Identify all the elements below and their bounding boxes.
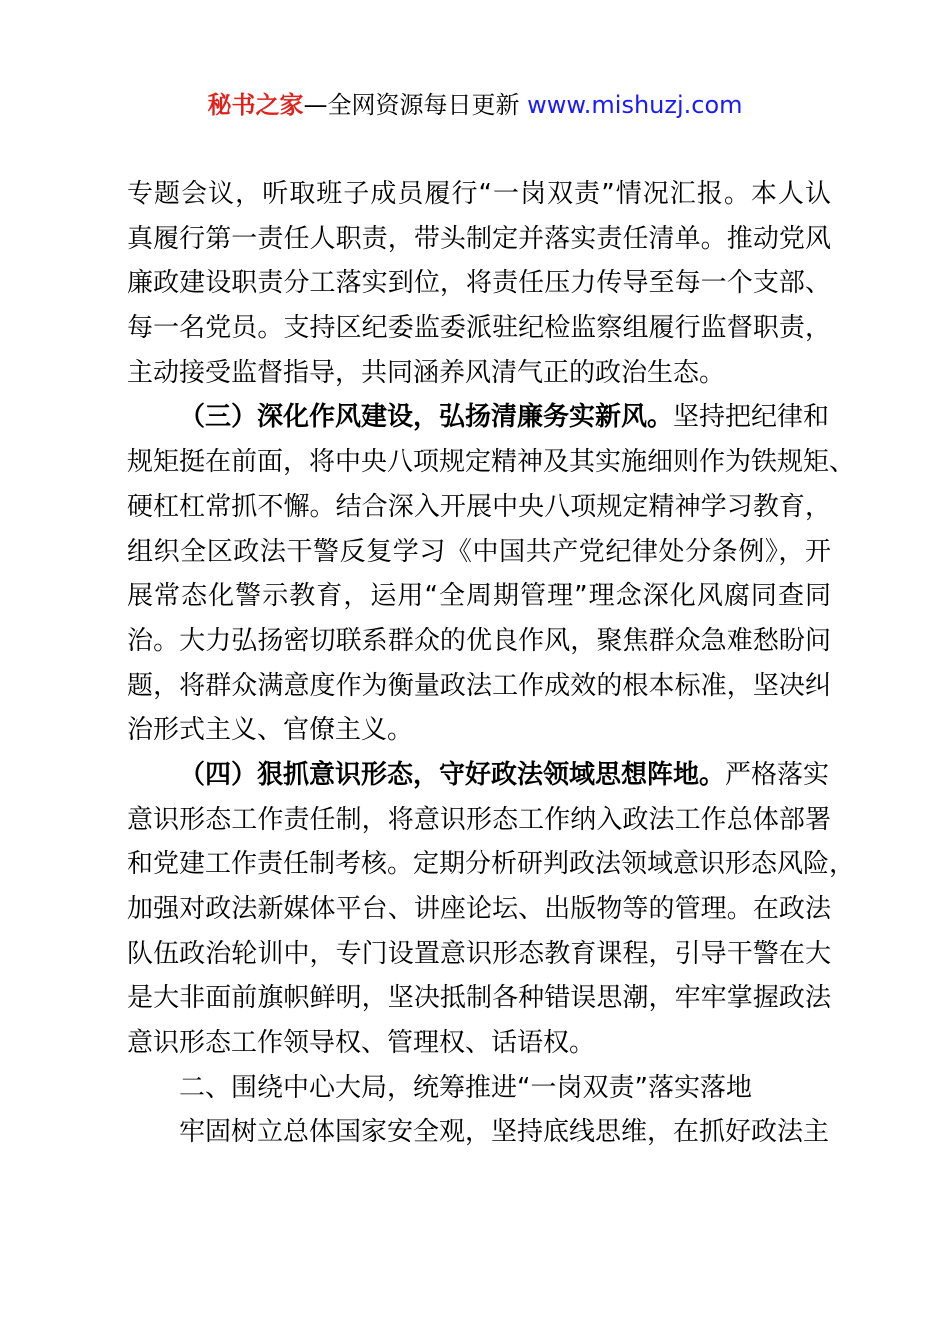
header-brand: 秘书之家	[207, 91, 304, 119]
text-line: 专题会议，听取班子成员履行“一岗双责”情况汇报。本人认	[127, 179, 831, 209]
text-line: 意识形态工作领导权、管理权、话语权。	[127, 1028, 596, 1059]
text-line: 组织全区政法干警反复学习《中国共产党纪律处分条例》，开	[127, 536, 831, 567]
header-url-link[interactable]: www.mishuzj.com	[527, 91, 743, 119]
text-line: 加强对政法新媒体平台、讲座论坛、出版物等的管理。在政法	[127, 894, 831, 924]
section-heading-tail: 坚持把纪律和	[673, 402, 830, 433]
text-line: 治。大力弘扬密切联系群众的优良作风，聚焦群众急难愁盼问	[127, 625, 831, 656]
text-line: 题，将群众满意度作为衡量政法工作成效的根本标准，坚决纠	[127, 670, 831, 701]
text-line: 主动接受监督指导，共同涵养风清气正的政治生态。	[127, 357, 726, 388]
text-line: 规矩挺在前面，将中央八项规定精神及其实施细则作为铁规矩、	[127, 447, 856, 478]
text-line: 廉政建设职责分工落实到位，将责任压力传导至每一个支部、	[127, 268, 831, 299]
text-line: 队伍政治轮训中，专门设置意识形态教育课程，引导干警在大	[127, 938, 831, 969]
header-tagline: —全网资源每日更新	[303, 91, 528, 119]
section-heading-4: （四）狠抓意识形态，守好政法领域思想阵地。	[179, 759, 726, 790]
section-heading-tail: 严格落实	[725, 759, 830, 790]
section-heading-line	[127, 395, 831, 440]
text-line: 牢固树立总体国家安全观，坚持底线思维，在抓好政法主	[179, 1117, 830, 1148]
text-line: 每一名党员。支持区纪委监委派驻纪检监察组履行监督职责，	[127, 313, 831, 344]
document-body	[127, 172, 856, 1155]
text-line: 意识形态工作责任制，将意识形态工作纳入政法工作总体部署	[127, 804, 831, 835]
text-line: 展常态化警示教育，运用“全周期管理”理念深化风腐同查同	[127, 581, 831, 612]
section-heading-3: （三）深化作风建设，弘扬清廉务实新风。	[179, 402, 674, 433]
section-heading-line	[127, 753, 831, 798]
text-line: 是大非面前旗帜鲜明，坚决抵制各种错误思潮，牢牢掌握政法	[127, 983, 831, 1014]
text-line: 和党建工作责任制考核。定期分析研判政法领域意识形态风险，	[127, 849, 856, 880]
page-header	[0, 88, 950, 122]
text-line: 硬杠杠常抓不懈。结合深入开展中央八项规定精神学习教育，	[127, 491, 831, 522]
text-line: 治形式主义、官僚主义。	[127, 715, 414, 746]
section-title-2: 二、围绕中心大局，统筹推进“一岗双责”落实落地	[179, 1072, 752, 1103]
text-line: 真履行第一责任人职责，带头制定并落实责任清单。推动党风	[127, 223, 831, 254]
